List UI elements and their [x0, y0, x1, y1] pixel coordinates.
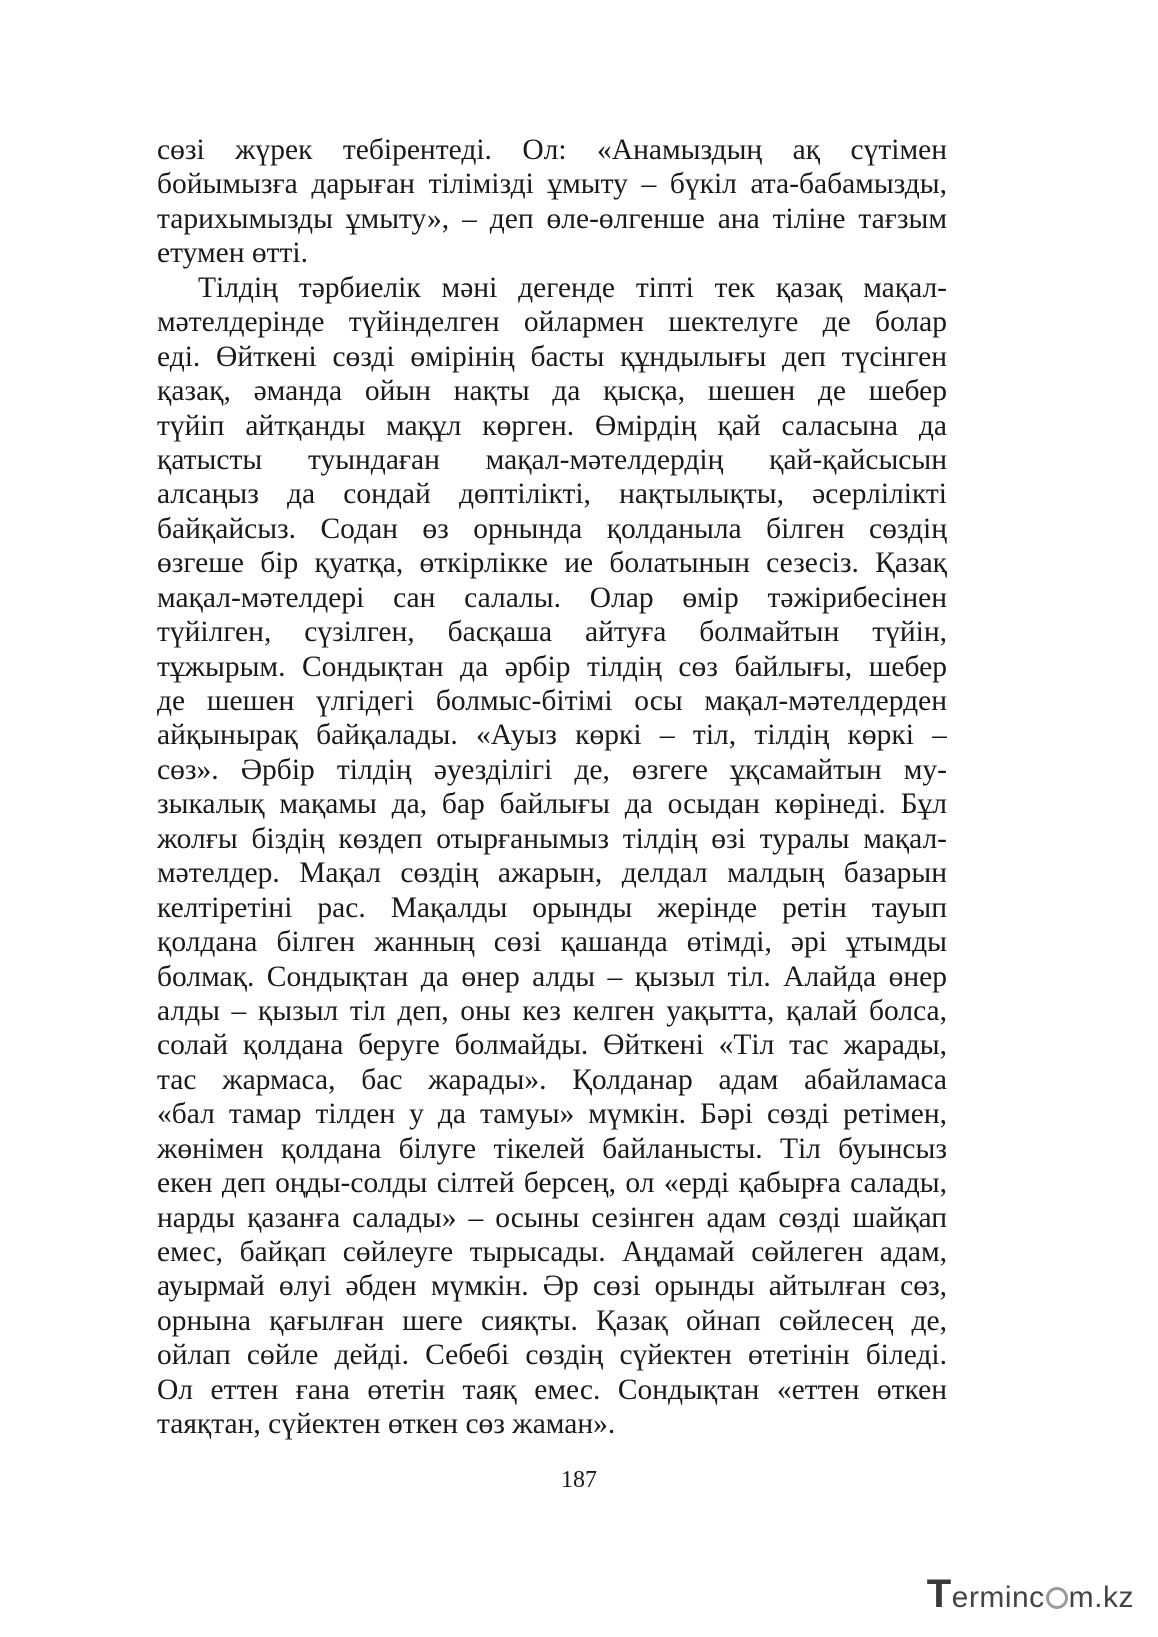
text-line: сөз». Әрбір тілдің әуезділігі де, өзгеге ұқсамайтын му-: [157, 753, 947, 786]
text-line: жөнімен қолдана білуге тікелей байланысты. Тіл буынсыз: [157, 1132, 947, 1165]
text-line: солай қолдана беруге болмайды. Өйткені «Тіл тас жарады,: [157, 1029, 947, 1062]
text-line: екен деп оңды-солды сілтей берсең, ол «ерді қабырға салады,: [157, 1167, 947, 1200]
text-line: түйілген, сүзілген, басқаша айтуға болмайтын түйін,: [157, 616, 947, 649]
text-line: нарды қазанға салады» – осыны сезінген адам сөзді шайқап: [157, 1201, 947, 1234]
text-line: тарихымызды ұмыту», – деп өле-өлгенше ана тіліне тағзым: [157, 202, 947, 235]
text-line: болмақ. Сондықтан да өнер алды – қызыл тіл. Алайда өнер: [157, 960, 947, 993]
watermark-t-letter: T: [926, 1572, 952, 1616]
text-line: айқынырақ байқалады. «Ауыз көркі – тіл, тілдің көркі –: [157, 719, 947, 752]
text-line: де шешен үлгідегі болмыс-бітімі осы мақал-мәтелдерден: [157, 685, 947, 717]
text-line: тұжырым. Сондықтан да әрбір тілдің сөз байлығы, шебер: [157, 650, 947, 683]
text-line: алды – қызыл тіл деп, оны кез келген уақытта, қалай болса,: [157, 994, 947, 1027]
watermark-text-end: m.kz: [1068, 1581, 1134, 1614]
text-line: ауырмай өлуі әбден мүмкін. Әр сөзі орынды айтылған сөз,: [157, 1270, 947, 1303]
watermark-text-middle: erminc: [951, 1581, 1045, 1614]
text-line: байқайсыз. Содан өз орнында қолданыла білген сөздің: [157, 512, 947, 545]
text-line: сөзі жүрек тебірентеді. Ол: «Анамыздың ақ сүтімен: [157, 134, 947, 166]
text-line: мәтелдерінде түйінделген ойлармен шектелуге де болар: [157, 306, 947, 339]
text-line: мәтелдер. Мақал сөздің ажарын, делдал малдың базарын: [157, 857, 947, 890]
watermark-o-circle: [1046, 1587, 1068, 1609]
watermark-logo: [927, 1572, 1134, 1617]
text-line: «бал тамар тілден у да тамуы» мүмкін. Бәрі сөзді ретімен,: [157, 1098, 947, 1131]
text-line: келтіретіні рас. Мақалды орынды жерінде ретін тауып: [157, 891, 947, 924]
text-line: орнына қағылған шеге сияқты. Қазақ ойнап сөйлесең де,: [157, 1304, 947, 1337]
text-line: Тілдің тәрбиелік мәні дегенде тіпті тек қазақ мақал-: [198, 271, 947, 304]
text-line: қатысты туындаған мақал-мәтелдердің қай-қайсысын: [157, 443, 947, 476]
text-line: емес, байқап сөйлеуге тырысады. Аңдамай сөйлеген адам,: [157, 1236, 947, 1268]
text-line: зыкалық мақамы да, бар байлығы да осыдан көрінеді. Бұл: [157, 788, 947, 821]
text-line: етумен өтті.: [157, 237, 308, 270]
text-line: алсаңыз да сондай дөптілікті, нақтылықты, әсерлілікті: [157, 478, 947, 511]
body-text: [157, 133, 947, 1442]
page-number: 187: [561, 1467, 597, 1493]
text-line: түйіп айтқанды мақұл көрген. Өмірдің қай саласына да: [157, 409, 947, 442]
text-line: өзгеше бір қуатқа, өткірлікке ие болатынын сезесіз. Қазақ: [157, 547, 947, 580]
text-line: мақал-мәтелдері сан салалы. Олар өмір тәжірибесінен: [157, 581, 947, 614]
text-line: қазақ, әманда ойын нақты да қысқа, шешен де шебер: [157, 375, 947, 408]
text-line: қолдана білген жанның сөзі қашанда өтімді, әрі ұтымды: [157, 926, 947, 959]
text-line: жолғы біздің көздеп отырғанымыз тілдің өзі туралы мақал-: [157, 822, 947, 855]
text-line: Ол еттен ғана өтетін таяқ емес. Сондықтан «еттен өткен: [157, 1373, 947, 1406]
text-line: бойымызға дарыған тілімізді ұмыту – бүкіл ата-бабамызды,: [157, 168, 947, 201]
text-line: тас жармаса, бас жарады». Қолданар адам абайламаса: [157, 1063, 947, 1096]
text-line: еді. Өйткені сөзді өмірінің басты құндылығы деп түсінген: [157, 340, 947, 373]
text-line: ойлап сөйле дейді. Себебі сөздің сүйектен өтетінін біледі.: [157, 1339, 947, 1372]
text-line: таяқтан, сүйектен өткен сөз жаман».: [157, 1408, 616, 1441]
